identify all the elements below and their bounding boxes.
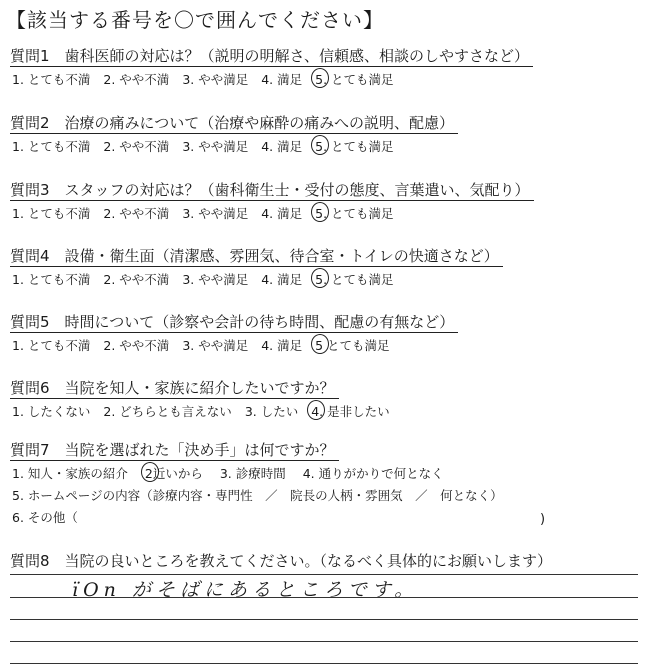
q6-option-2[interactable]: 2. どちらとも言えない (103, 404, 232, 419)
q5-option-5[interactable] (315, 337, 389, 355)
question-7 (10, 440, 503, 527)
q5-option-2[interactable]: 2. やや不満 (103, 338, 170, 353)
q1-option-3[interactable]: 3. やや満足 (182, 72, 249, 87)
q2-option-1[interactable]: 1. とても不満 (12, 139, 91, 154)
q4-circled-number: 5. (315, 272, 328, 287)
question-3-title: 質問3 スタッフの対応は？（歯科衛生士・受付の態度、言葉遣い、気配り） (10, 180, 534, 201)
q4-option-2[interactable]: 2. やや不満 (103, 272, 170, 287)
q1-option-1[interactable]: 1. とても不満 (12, 72, 91, 87)
question-5-title: 質問5 時間について（診察や会計の待ち時間、配慮の有無など） (10, 312, 458, 333)
q7-option-2-label: 近いから (152, 466, 203, 481)
q4-option-3[interactable]: 3. やや満足 (182, 272, 249, 287)
answer-line-2 (10, 597, 638, 598)
q3-option-1[interactable]: 1. とても不満 (12, 206, 91, 221)
question-7-title: 質問7 当院を選ばれた「決め手」は何ですか？ (10, 440, 339, 461)
q7-other-label: 6. その他（ (12, 510, 78, 525)
q3-option-3[interactable]: 3. やや満足 (182, 206, 249, 221)
answer-circle (311, 135, 329, 155)
q2-circled-label: とても満足 (327, 139, 394, 154)
question-1-title: 質問1 歯科医師の対応は？（説明の明解さ、信頼感、相談のしやすさなど） (10, 46, 533, 67)
q1-circled-label: とても満足 (327, 72, 394, 87)
answer-line-4 (10, 641, 638, 642)
question-3 (10, 180, 534, 223)
question-2 (10, 113, 458, 156)
answer-circle (311, 268, 329, 288)
q5-option-3[interactable]: 3. やや満足 (182, 338, 249, 353)
instruction-title: 【該当する番号を〇で囲んでください】 (6, 8, 384, 32)
question-5 (10, 312, 458, 355)
q7-other-close-paren: ) (540, 512, 546, 527)
q7-option-1[interactable]: 1. 知人・家族の紹介 (12, 466, 128, 481)
q5-option-4[interactable]: 4. 満足 (261, 338, 303, 353)
question-1 (10, 46, 533, 89)
q1-circled-number: 5. (315, 72, 328, 87)
q4-option-5[interactable] (315, 271, 393, 289)
q2-option-3[interactable]: 3. やや満足 (182, 139, 249, 154)
question-5-options (12, 337, 458, 355)
q5-circled-number: 5 (315, 338, 324, 353)
question-8 (10, 551, 556, 571)
q1-option-2[interactable]: 2. やや不満 (103, 72, 170, 87)
q7-option-4[interactable]: 4. 通りがかりで何となく (302, 466, 444, 481)
question-6-options (12, 403, 403, 421)
q3-circled-label: とても満足 (327, 206, 394, 221)
answer-circle (311, 202, 329, 222)
q1-option-5[interactable] (315, 71, 393, 89)
answer-circle (141, 462, 159, 482)
q3-option-2[interactable]: 2. やや不満 (103, 206, 170, 221)
question-6 (10, 378, 403, 421)
question-6-title: 質問6 当院を知人・家族に紹介したいですか？ (10, 378, 339, 399)
question-4-options (12, 271, 503, 289)
question-1-options (12, 71, 533, 89)
q2-option-5[interactable] (315, 138, 393, 156)
answer-circle (311, 68, 329, 88)
q2-option-4[interactable]: 4. 満足 (261, 139, 303, 154)
answer-line-3 (10, 619, 638, 620)
question-7-options-row3[interactable] (12, 509, 503, 527)
q7-option-3[interactable]: 3. 診療時間 (219, 466, 286, 481)
q3-option-4[interactable]: 4. 満足 (261, 206, 303, 221)
q4-option-1[interactable]: 1. とても不満 (12, 272, 91, 287)
question-2-options (12, 138, 458, 156)
q6-circled-number: 4. (311, 404, 324, 419)
q4-circled-label: とても満足 (327, 272, 394, 287)
answer-line-5 (10, 663, 638, 664)
q5-option-1[interactable]: 1. とても不満 (12, 338, 91, 353)
question-7-options-row2[interactable]: 5. ホームページの内容（診療内容・専門性 ／ 院長の人柄・雰囲気 ／ 何となく） (12, 488, 503, 503)
q2-option-2[interactable]: 2. やや不満 (103, 139, 170, 154)
question-7-options-row1 (12, 465, 503, 483)
q3-circled-number: 5. (315, 206, 328, 221)
q2-circled-number: 5. (315, 139, 328, 154)
q5-circled-label: とても満足 (323, 338, 390, 353)
question-3-options (12, 205, 534, 223)
question-2-title: 質問2 治療の痛みについて（治療や麻酔の痛みへの説明、配慮） (10, 113, 458, 134)
q7-circled-number: 2 (144, 466, 153, 481)
answer-circle (311, 334, 329, 354)
q4-option-4[interactable]: 4. 満足 (261, 272, 303, 287)
q6-option-1[interactable]: 1. したくない (12, 404, 91, 419)
q6-option-3[interactable]: 3. したい (244, 404, 299, 419)
q7-option-2[interactable] (145, 465, 203, 483)
q6-circled-label: 是非したい (323, 404, 390, 419)
question-4 (10, 246, 503, 289)
question-4-title: 質問4 設備・衛生面（清潔感、雰囲気、待合室・トイレの快適さなど） (10, 246, 503, 267)
handwritten-answer[interactable]: ïOn がそばにあるところです。 (72, 579, 419, 601)
q6-option-4[interactable] (311, 403, 389, 421)
q1-option-4[interactable]: 4. 満足 (261, 72, 303, 87)
q3-option-5[interactable] (315, 205, 393, 223)
question-8-title: 質問8 当院の良いところを教えてください。（なるべく具体的にお願いします） (10, 552, 553, 570)
